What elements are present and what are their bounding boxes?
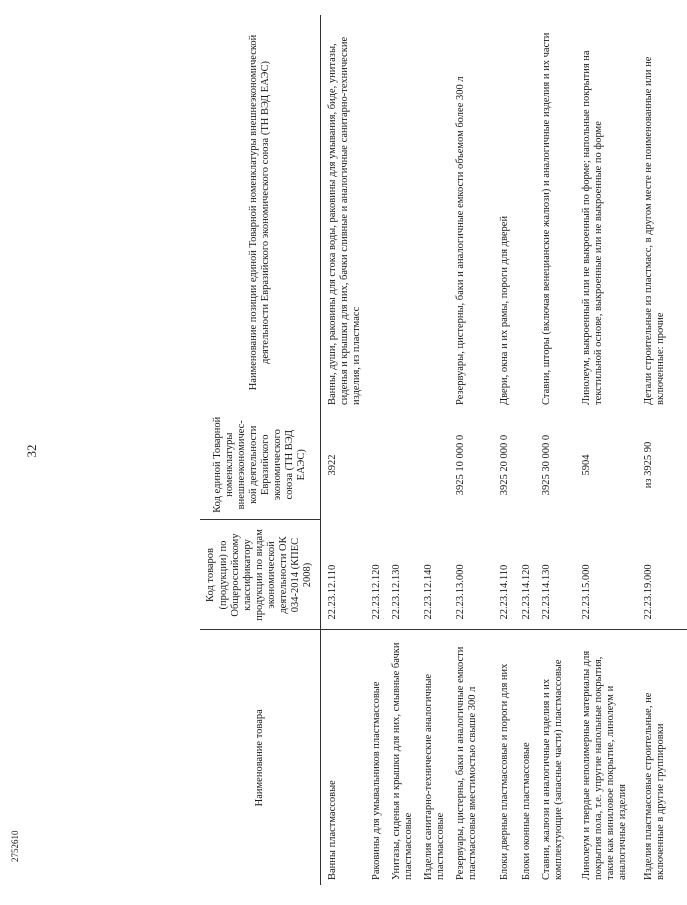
- cell-tnved-name: Линолеум, выкроенный или не выкроенный по форме; напольные покрытия на текстильной основе, выкроенные или не выкроенные по форме: [581, 50, 605, 405]
- table-row: [575, 15, 637, 885]
- header-tnved-code: Код единой Товарной номенклатуры внешнеэкономичес-кой деятельности Евразийского экономического союза (ТН ВЭД ЕАЭС): [200, 410, 320, 520]
- document-code: 2752610: [10, 830, 20, 862]
- cell-tnved-name: Ставни, шторы (включая венецианские жалюзи) и аналогичные изделия и их части: [541, 32, 553, 405]
- cell-tnved-name: Детали строительные из пластмасс, в другом месте не поименованные или не включенные: прочие: [643, 56, 667, 405]
- cell-product-name: Блоки дверные пластмассовые и пороги для них: [493, 630, 515, 885]
- cell-tnved-name: [385, 15, 417, 410]
- table-row: [637, 15, 687, 885]
- table-row: [320, 15, 365, 885]
- cell-okpd-code: 22.23.14.130: [541, 564, 553, 620]
- cell-product-name: Изделия санитарно-технические аналогичные пластмассовые: [417, 630, 449, 885]
- cell-tnved-code: [515, 410, 535, 520]
- cell-okpd-code: 22.23.15.000: [581, 564, 593, 620]
- cell-okpd-code: 22.23.14.120: [521, 564, 532, 620]
- cell-tnved-name: Ванны, души, раковины для стока воды, раковины для умывания, биде, унитазы, сиденья и крышки для них, бачки сливные и аналогичные санитарно-технические изделия, из пластмасс: [326, 36, 362, 405]
- cell-tnved-name: [515, 15, 535, 410]
- cell-okpd-code: 22.23.12.140: [422, 564, 434, 620]
- cell-tnved-name: [365, 15, 385, 410]
- cell-tnved-code: [385, 410, 417, 520]
- cell-tnved-code: 5904: [581, 454, 593, 476]
- cell-tnved-code: из 3925 90: [643, 441, 655, 489]
- cell-okpd-code: 22.23.12.120: [370, 564, 382, 620]
- cell-tnved-code: 3922: [326, 454, 338, 476]
- cell-tnved-name: Резервуары, цистерны, баки и аналогичные емкости объемом более 300 л: [455, 76, 466, 405]
- cell-tnved-code: [417, 410, 449, 520]
- header-okpd-code: Код товаров (продукции) по Общероссийскому классификатору продукции по видам экономической деятельности ОК 034-2014 (КПЕС 2008): [200, 520, 320, 630]
- rotated-table-container: [200, 15, 667, 885]
- table-row: [385, 15, 417, 885]
- table-row: [493, 15, 515, 885]
- table-row: [449, 15, 493, 885]
- cell-product-name: Изделия пластмассовые строительные, не включенные в другие группировки: [637, 630, 687, 885]
- cell-tnved-code: 3925 10 000 0: [455, 434, 466, 496]
- cell-okpd-code: 22.23.12.130: [390, 564, 402, 620]
- table-row: [417, 15, 449, 885]
- cell-product-name: Ставни, жалюзи и аналогичные изделия и их комплектующие (запасные части) пластмассовые: [535, 630, 575, 885]
- cell-product-name: Ванны пластмассовые: [320, 630, 365, 885]
- cell-okpd-code: 22.23.19.000: [643, 564, 655, 620]
- cell-tnved-code: 3925 20 000 0: [499, 434, 510, 496]
- cell-tnved-code: 3925 30 000 0: [541, 434, 553, 496]
- cell-product-name: Раковины для умывальников пластмассовые: [365, 630, 385, 885]
- cell-product-name: Линолеум и твердые неполимерные материалы для покрытия пола, т.е. упругие напольные покрытия, такие как виниловое покрытие, линолеум и аналогичные изделия: [575, 630, 637, 885]
- cell-tnved-code: [365, 410, 385, 520]
- classification-table: [200, 15, 687, 885]
- header-tnved-name: Наименование позиции единой Товарной номенклатуры внешнеэкономической деятельности Евразийского экономического союза (ТН ВЭД ЕАЭС): [200, 15, 320, 410]
- cell-okpd-code: 22.23.13.000: [455, 564, 466, 620]
- table-row: [535, 15, 575, 885]
- table-header-row: [200, 15, 320, 885]
- table-row: [365, 15, 385, 885]
- cell-product-name: Блоки оконные пластмассовые: [515, 630, 535, 885]
- cell-okpd-code: 22.23.14.110: [499, 564, 510, 620]
- cell-tnved-name: [417, 15, 449, 410]
- table-row: [515, 15, 535, 885]
- header-product-name: Наименование товара: [200, 630, 320, 885]
- cell-product-name: Резервуары, цистерны, баки и аналогичные емкости пластмассовые вместимостью свыше 300 л: [449, 630, 493, 885]
- cell-okpd-code: 22.23.12.110: [326, 564, 338, 620]
- cell-tnved-name: Двери, окна и их рамы, пороги для дверей: [499, 215, 510, 405]
- cell-product-name: Унитазы, сиденья и крышки для них, смывные бачки пластмассовые: [385, 630, 417, 885]
- page-number: 32: [24, 444, 39, 458]
